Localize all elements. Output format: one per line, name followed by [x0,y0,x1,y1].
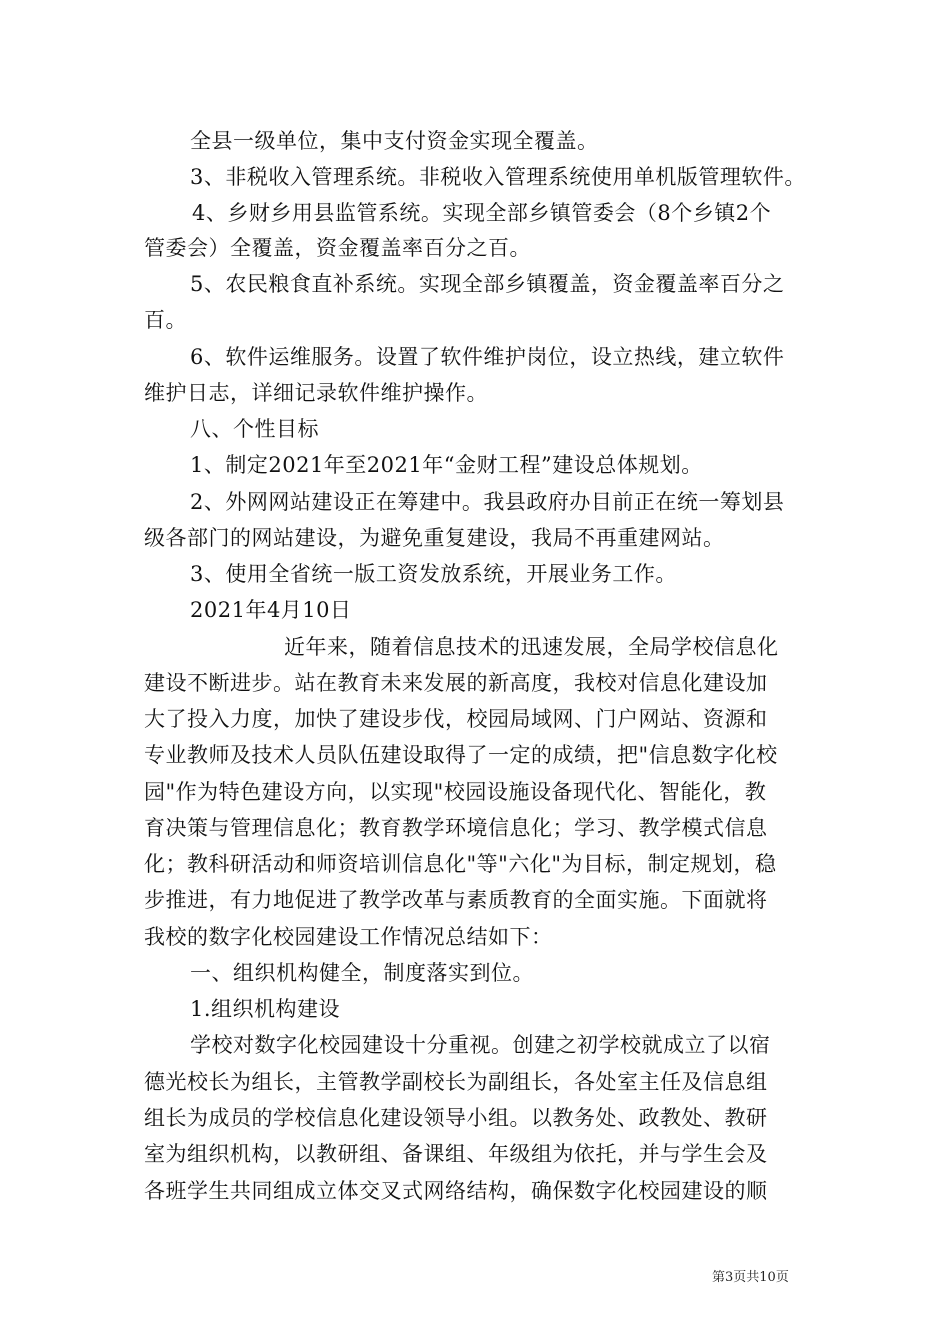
text-line: 德光校长为组长，主管教学副校长为副组长，各处室主任及信息组 [144,1070,768,1094]
text-line: 3、使用全省统一版工资发放系统，开展业务工作。 [190,562,677,586]
text-line: 4、乡财乡用县监管系统。实现全部乡镇管委会（8个乡镇2个 [192,201,772,225]
text-line: 步推进，有力地促进了教学改革与素质教育的全面实施。下面就将 [144,888,768,912]
text-line: 2、外网网站建设正在筹建中。我县政府办目前正在统一筹划县 [190,490,785,514]
text-line: 学校对数字化校园建设十分重视。创建之初学校就成立了以宿 [190,1033,771,1057]
text-line: 百。 [144,308,187,332]
text-line: 1、制定2021年至2021年“金财工程”建设总体规划。 [190,453,703,477]
text-line: 全县一级单位，集中支付资金实现全覆盖。 [190,129,599,153]
text-line: 我校的数字化校园建设工作情况总结如下： [144,925,553,949]
text-line: 3、非税收入管理系统。非税收入管理系统使用单机版管理软件。 [190,165,806,189]
text-line: 组长为成员的学校信息化建设领导小组。以教务处、政教处、教研 [144,1106,768,1130]
text-line: 育决策与管理信息化；教育教学环境信息化；学习、教学模式信息 [144,816,768,840]
text-line: 管委会）全覆盖，资金覆盖率百分之百。 [144,236,531,260]
text-line: 园"作为特色建设方向，以实现"校园设施设备现代化、智能化，教 [144,780,767,804]
text-line: 化；教科研活动和师资培训信息化"等"六化"为目标，制定规划，稳 [144,852,777,876]
text-line: 级各部门的网站建设，为避免重复建设，我局不再重建网站。 [144,526,725,550]
page-number-footer: 第3页共10页 [712,1270,789,1285]
text-line: 建设不断进步。站在教育未来发展的新高度，我校对信息化建设加 [144,671,768,695]
text-line: 专业教师及技术人员队伍建设取得了一定的成绩，把"信息数字化校 [144,743,778,767]
text-line: 维护日志，详细记录软件维护操作。 [144,381,488,405]
text-line: 近年来，随着信息技术的迅速发展，全局学校信息化 [284,635,779,659]
text-line: 室为组织机构，以教研组、备课组、年级组为依托，并与学生会及 [144,1142,768,1166]
subsection-heading: 1.组织机构建设 [190,997,341,1021]
section-heading: 八、个性目标 [190,417,319,441]
text-line: 各班学生共同组成立体交叉式网络结构，确保数字化校园建设的顺 [144,1179,768,1203]
section-heading: 一、组织机构健全，制度落实到位。 [190,961,534,985]
date-line: 2021年4月10日 [190,598,352,622]
text-line: 大了投入力度，加快了建设步伐，校园局域网、门户网站、资源和 [144,707,768,731]
text-line: 5、农民粮食直补系统。实现全部乡镇覆盖，资金覆盖率百分之 [190,272,785,296]
text-line: 6、软件运维服务。设置了软件维护岗位，设立热线，建立软件 [190,345,785,369]
